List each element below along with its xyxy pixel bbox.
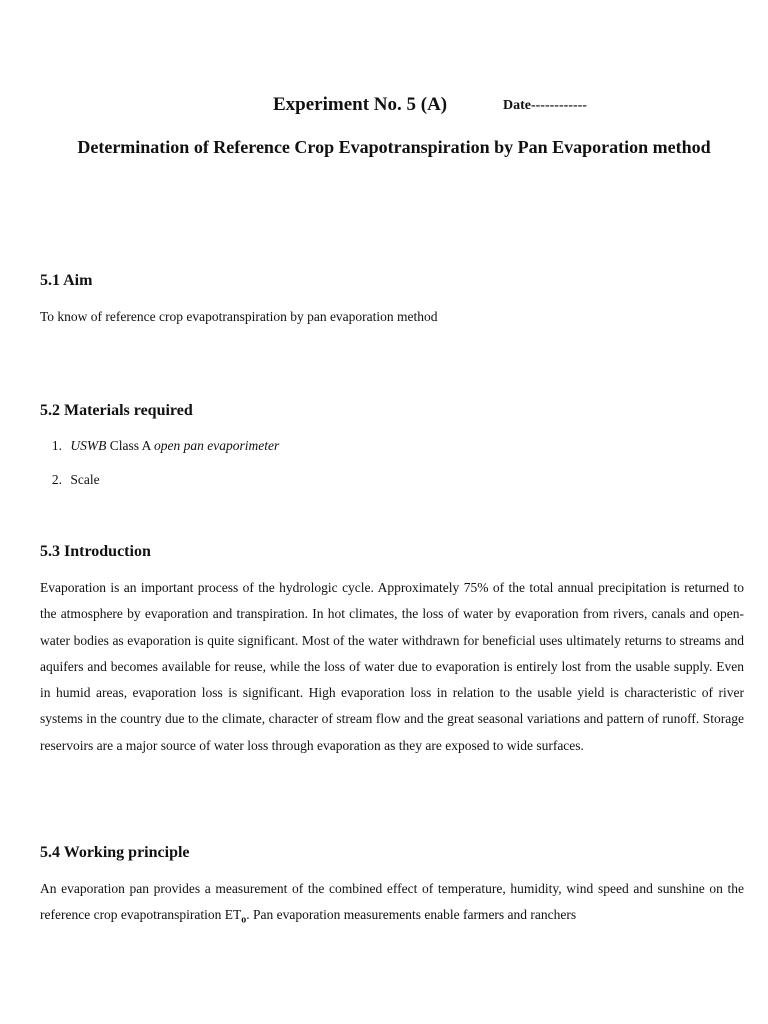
introduction-text: Evaporation is an important process of the hydrologic cycle. Approximately 75% of the total annual precipitation is returned to the atmosphere by evaporation and transpiration. In hot climates, the loss of water by evaporation from rivers, canals and open-water bodies as evaporation is quite significant. Most of the water withdrawn for beneficial uses ultimately returns to streams and aquifers and becomes available for reuse, while the loss of water due to evaporation is entirely lost from the usable supply. Even in humid areas, evaporation loss is significant. High evaporation loss in relation to the usable yield is characteristic of river systems in the country due to the climate, character of stream flow and the great seasonal variations and pattern of runoff. Storage reservoirs are a major source of water loss through evaporation as they are exposed to wide surfaces. — [40, 580, 744, 753]
aim-heading: 5.1 Aim — [40, 272, 93, 289]
working-principle-text-end: . Pan evaporation measurements enable farmers and ranchers — [246, 907, 577, 923]
class-a-text: Class A — [106, 438, 155, 453]
uswb-text: USWB — [70, 438, 107, 453]
et-subscript: o — [241, 914, 247, 926]
aim-text: To know of reference crop evapotranspiration by pan evaporation method — [40, 309, 438, 324]
materials-list-item — [40, 438, 279, 454]
working-principle-text-start: An evaporation pan provides a measurement of the combined effect of temperature, humidity, wind speed and sunshine on the reference crop evapotranspiration ET — [40, 881, 744, 923]
list-number: 1. — [51, 438, 62, 453]
materials-heading: 5.2 Materials required — [40, 402, 193, 419]
working-principle-heading: 5.4 Working principle — [40, 844, 190, 861]
experiment-title-line — [0, 94, 768, 124]
evaporimeter-text: open pan evaporimeter — [154, 438, 280, 453]
date-label: Date------------ — [503, 98, 587, 113]
list-number: 2. — [51, 472, 62, 487]
working-principle-text — [40, 876, 744, 934]
main-title: Determination of Reference Crop Evapotranspiration by Pan Evaporation method — [77, 137, 711, 157]
materials-list-item — [40, 472, 100, 488]
experiment-title: Experiment No. 5 (A) — [273, 94, 448, 115]
introduction-heading: 5.3 Introduction — [40, 543, 151, 560]
scale-text: Scale — [70, 472, 100, 487]
